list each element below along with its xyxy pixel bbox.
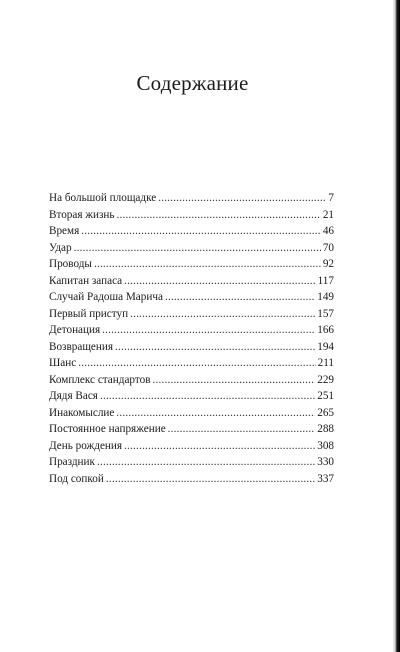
- toc-entry-title: Случай Радоша Марича: [49, 291, 163, 303]
- toc-entry-title: Дядя Вася: [49, 390, 98, 402]
- toc-entry-title: Под сопкой: [49, 472, 104, 485]
- toc-entry-title: Комплекс стандартов: [49, 373, 151, 386]
- page-title: Содержание: [136, 71, 249, 95]
- toc-entry-title: Первый приступ: [49, 307, 129, 320]
- toc-entry-page: 251: [317, 390, 334, 402]
- dot-leader: [165, 291, 315, 303]
- toc-entry-title: Вторая жизнь: [49, 208, 115, 221]
- dot-leader: [94, 258, 321, 270]
- dot-leader: [81, 225, 321, 237]
- dot-leader: [168, 423, 316, 435]
- dot-leader: [124, 440, 315, 452]
- toc-entry-page: 330: [317, 456, 334, 468]
- page-edge-shadow: [393, 0, 400, 652]
- toc-entry-title: Шанс: [49, 357, 77, 369]
- dot-leader: [117, 209, 321, 221]
- toc-entry: [49, 423, 334, 440]
- dot-leader: [116, 407, 315, 419]
- toc-entry: [49, 258, 334, 275]
- toc-entry: [49, 456, 334, 473]
- toc-entry-page: 166: [317, 324, 334, 336]
- toc-entry-title: День рождения: [49, 439, 123, 452]
- toc-entry-title: Возвращения: [49, 340, 114, 353]
- toc-entry: [49, 374, 334, 391]
- dot-leader: [106, 473, 315, 485]
- toc-entry-page: 92: [322, 258, 334, 270]
- toc-entry-title: Время: [49, 225, 80, 237]
- toc-entry-page: 70: [322, 241, 334, 254]
- dot-leader: [100, 390, 315, 402]
- dot-leader: [152, 374, 315, 386]
- toc-entry-title: Праздник: [49, 456, 95, 468]
- toc-entry-page: 229: [317, 373, 334, 386]
- toc-entry-page: 149: [317, 291, 334, 303]
- toc-entry-page: 265: [317, 406, 334, 419]
- toc-entry: [49, 473, 334, 490]
- toc-entry-page: 288: [317, 423, 334, 435]
- toc-entry-page: 7: [328, 192, 334, 204]
- toc-entry: [49, 440, 334, 457]
- toc-entry-page: 157: [317, 307, 334, 320]
- toc-entry-page: 46: [322, 225, 334, 237]
- dot-leader: [158, 192, 326, 204]
- toc-entry-page: 211: [317, 357, 334, 369]
- toc-entry-title: Проводы: [49, 258, 92, 270]
- dot-leader: [124, 275, 315, 287]
- dot-leader: [78, 357, 315, 369]
- toc-entry-title: Удар: [49, 241, 72, 254]
- toc-entry-title: Капитан запаса: [49, 274, 123, 287]
- toc-entry-page: 194: [317, 340, 334, 353]
- toc-entry-title: Детонация: [49, 324, 101, 336]
- toc-entry-title: На большой площадке: [49, 192, 157, 204]
- toc-entry: [49, 275, 334, 292]
- dot-leader: [97, 456, 315, 468]
- dot-leader: [102, 324, 315, 336]
- toc-entry-title: Постоянное напряжение: [49, 423, 166, 435]
- toc-entry: [49, 308, 334, 325]
- toc-entry: [49, 242, 334, 259]
- toc-entry-page: 337: [317, 472, 334, 485]
- dot-leader: [130, 308, 315, 320]
- dot-leader: [115, 341, 315, 353]
- toc-entry: [49, 357, 334, 374]
- toc-entry: [49, 390, 334, 407]
- toc-entry: [49, 407, 334, 424]
- table-of-contents: [49, 192, 334, 489]
- toc-entry: [49, 192, 334, 209]
- toc-entry-page: 21: [322, 208, 334, 221]
- toc-entry-title: Инакомыслие: [49, 406, 115, 419]
- toc-entry: [49, 291, 334, 308]
- toc-entry: [49, 225, 334, 242]
- toc-entry-page: 117: [317, 274, 334, 287]
- toc-entry: [49, 324, 334, 341]
- toc-entry: [49, 341, 334, 358]
- toc-entry-page: 308: [317, 439, 334, 452]
- toc-entry: [49, 209, 334, 226]
- dot-leader: [74, 242, 321, 254]
